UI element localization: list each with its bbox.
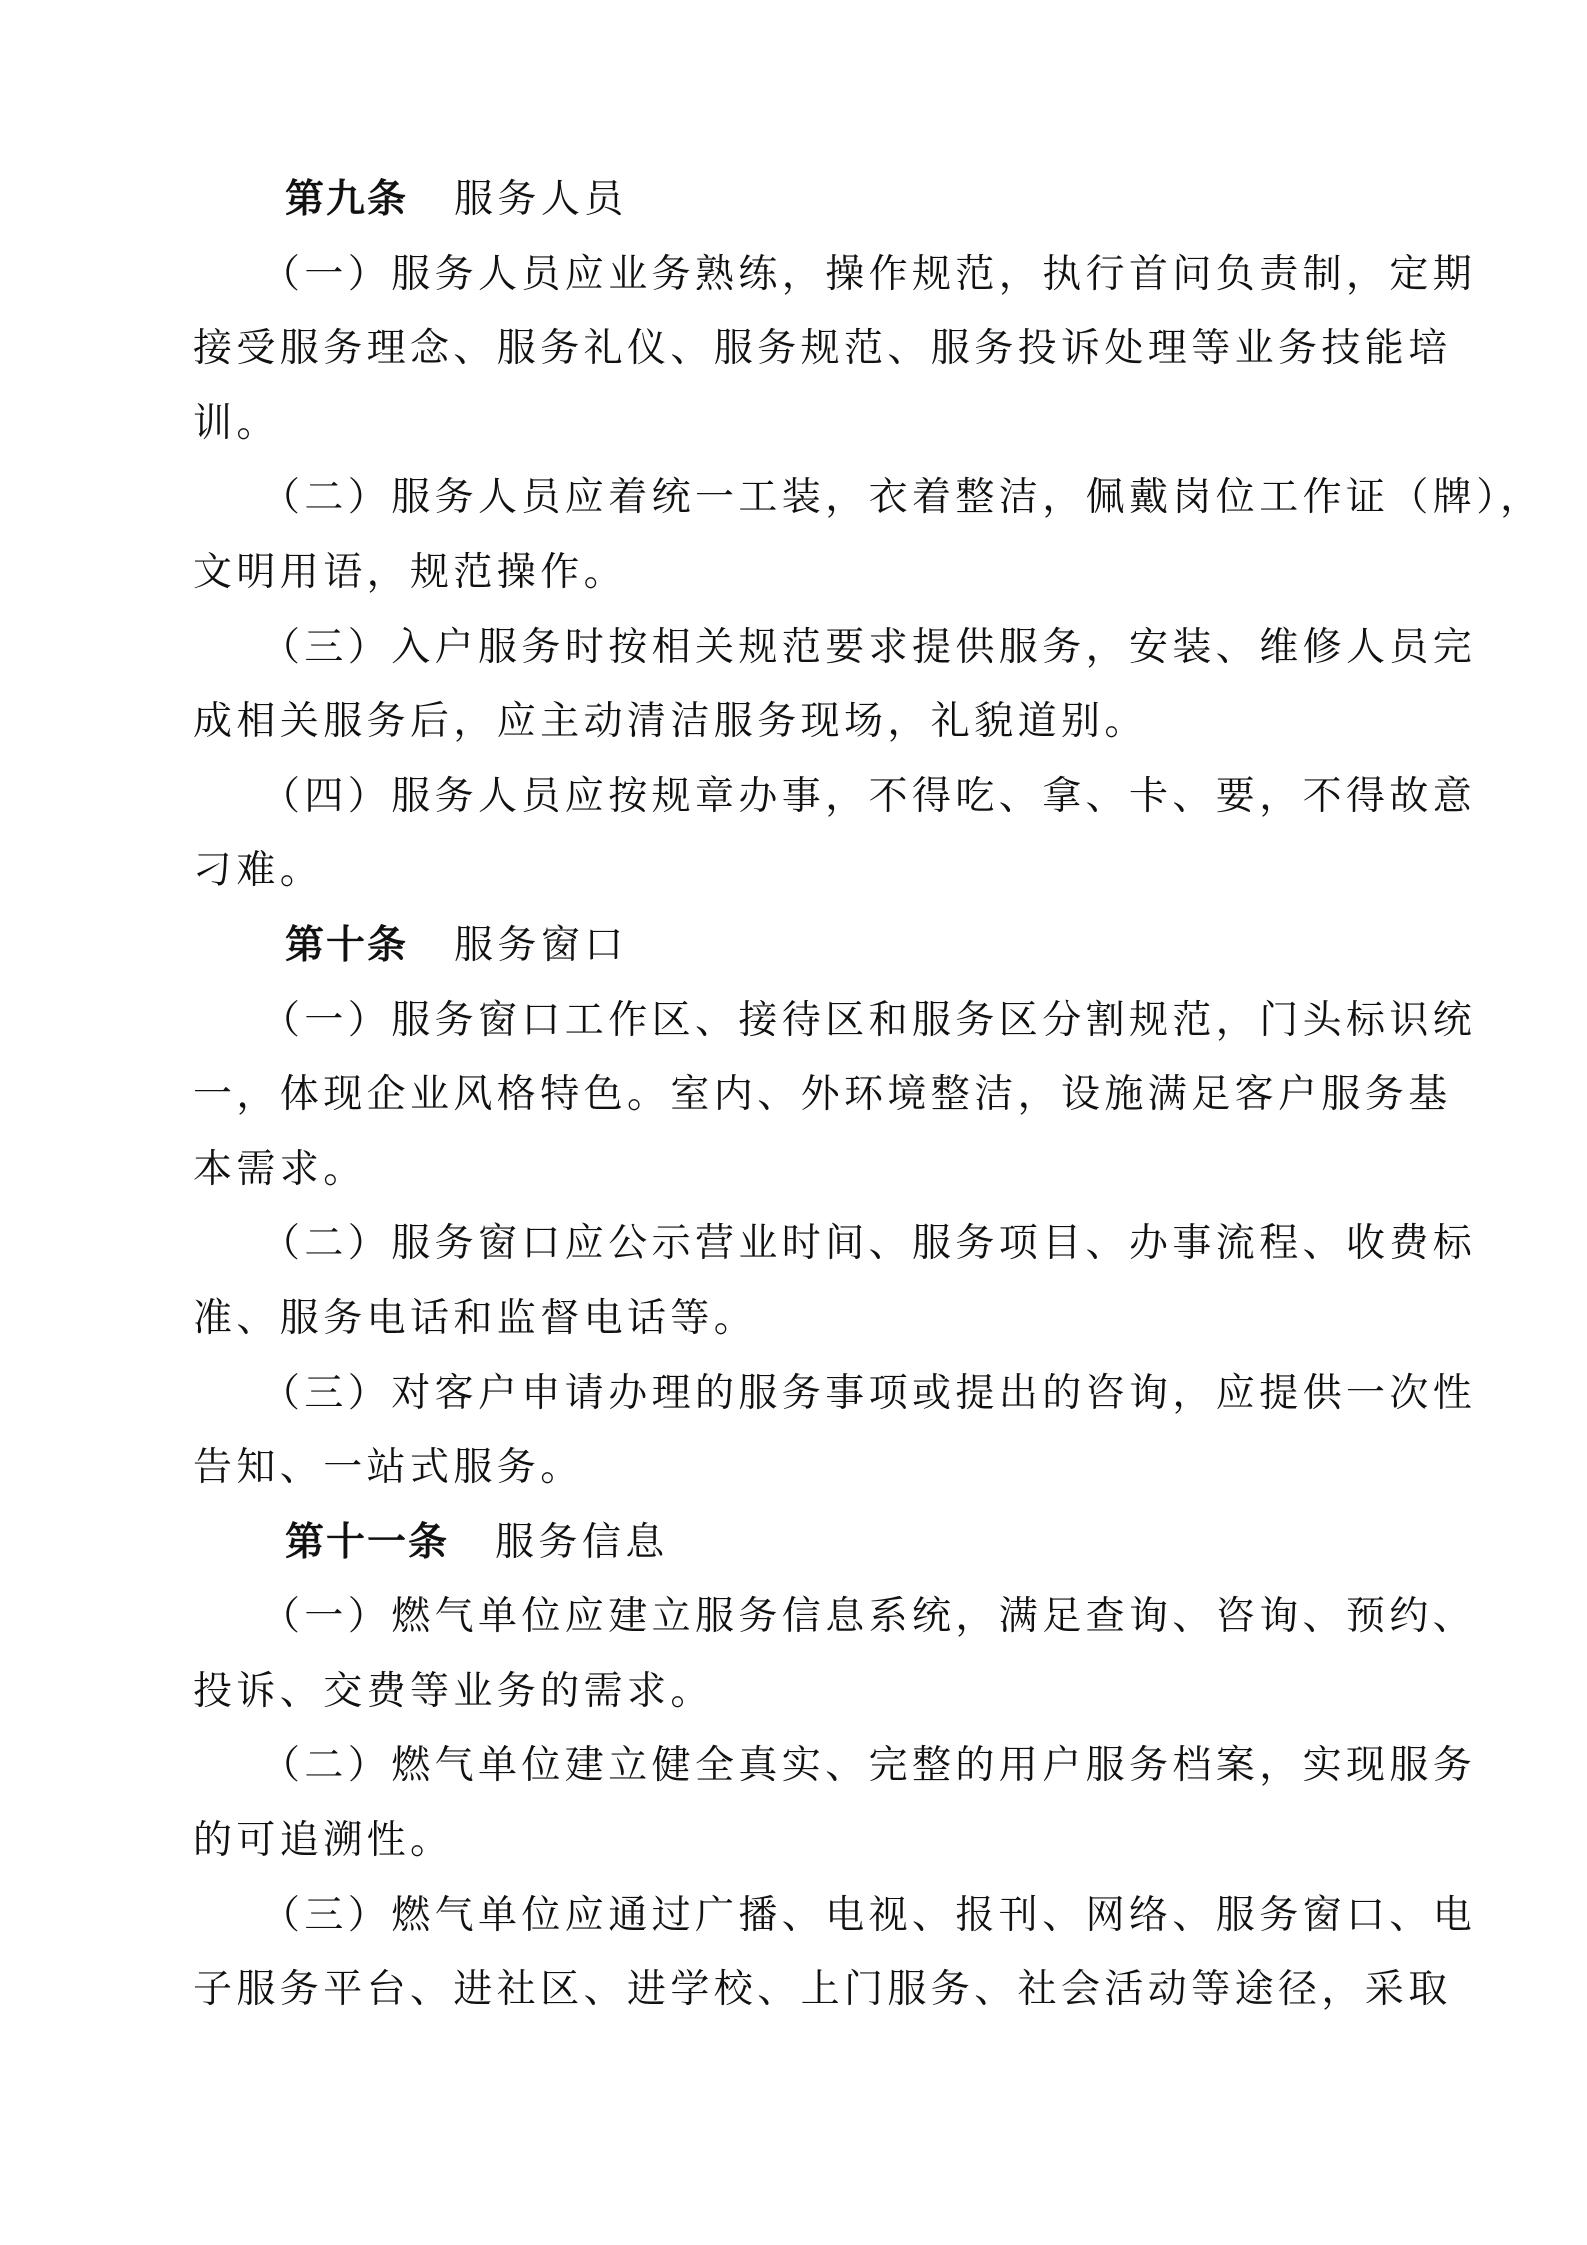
article-heading <box>193 1506 1433 1581</box>
paragraph-line: 刁难。 <box>193 848 324 894</box>
paragraph-line: （三）燃气单位应通过广播、电视、报刊、网络、服务窗口、电 <box>261 1892 1477 1938</box>
article-heading <box>193 163 1433 238</box>
paragraph-line: 的可追溯性。 <box>193 1818 454 1864</box>
paragraph-line: （二）服务窗口应公示营业时间、服务项目、办事流程、收费标 <box>261 1221 1477 1267</box>
paragraph-line: 准、服务电话和监督电话等。 <box>193 1295 758 1341</box>
paragraph-line: （四）服务人员应按规章办事，不得吃、拿、卡、要，不得故意 <box>261 773 1477 819</box>
paragraph-line: 告知、一站式服务。 <box>193 1445 584 1491</box>
paragraph-line: （一）服务人员应业务熟练，操作规范，执行首问负责制，定期 <box>261 251 1477 297</box>
article-number: 第十条 <box>285 922 409 968</box>
paragraph-line: 接受服务理念、服务礼仪、服务规范、服务投诉处理等业务技能培 <box>193 326 1452 372</box>
paragraph-line: （二）燃气单位建立健全真实、完整的用户服务档案，实现服务 <box>261 1743 1477 1789</box>
article-number: 第九条 <box>285 177 409 222</box>
article-title: 服务窗口 <box>454 922 628 968</box>
article-title: 服务信息 <box>495 1519 669 1565</box>
paragraph-line: 成相关服务后，应主动清洁服务现场，礼貌道别。 <box>193 699 1148 745</box>
article-heading <box>193 909 1433 984</box>
article-number: 第十一条 <box>285 1519 450 1565</box>
article-title: 服务人员 <box>454 177 628 222</box>
paragraph-line: 文明用语，规范操作。 <box>193 549 628 595</box>
paragraph-line: 一，体现企业风格特色。室内、外环境整洁，设施满足客户服务基 <box>193 1072 1452 1118</box>
paragraph-line: 投诉、交费等业务的需求。 <box>193 1668 714 1714</box>
document-body <box>193 163 1544 2028</box>
paragraph-line: （一）服务窗口工作区、接待区和服务区分割规范，门头标识统 <box>261 997 1477 1043</box>
paragraph-line: 本需求。 <box>193 1146 367 1192</box>
paragraph-line: （二）服务人员应着统一工装，衣着整洁，佩戴岗位工作证（牌）， <box>261 475 1544 521</box>
paragraph-line: （三）对客户申请办理的服务事项或提出的咨询，应提供一次性 <box>261 1370 1477 1416</box>
paragraph-line: 子服务平台、进社区、进学校、上门服务、社会活动等途径，采取 <box>193 1967 1452 2013</box>
paragraph-line: （三）入户服务时按相关规范要求提供服务，安装、维修人员完 <box>261 624 1477 670</box>
paragraph-line: （一）燃气单位应建立服务信息系统，满足查询、咨询、预约、 <box>261 1594 1477 1640</box>
paragraph-line: 训。 <box>193 400 280 446</box>
